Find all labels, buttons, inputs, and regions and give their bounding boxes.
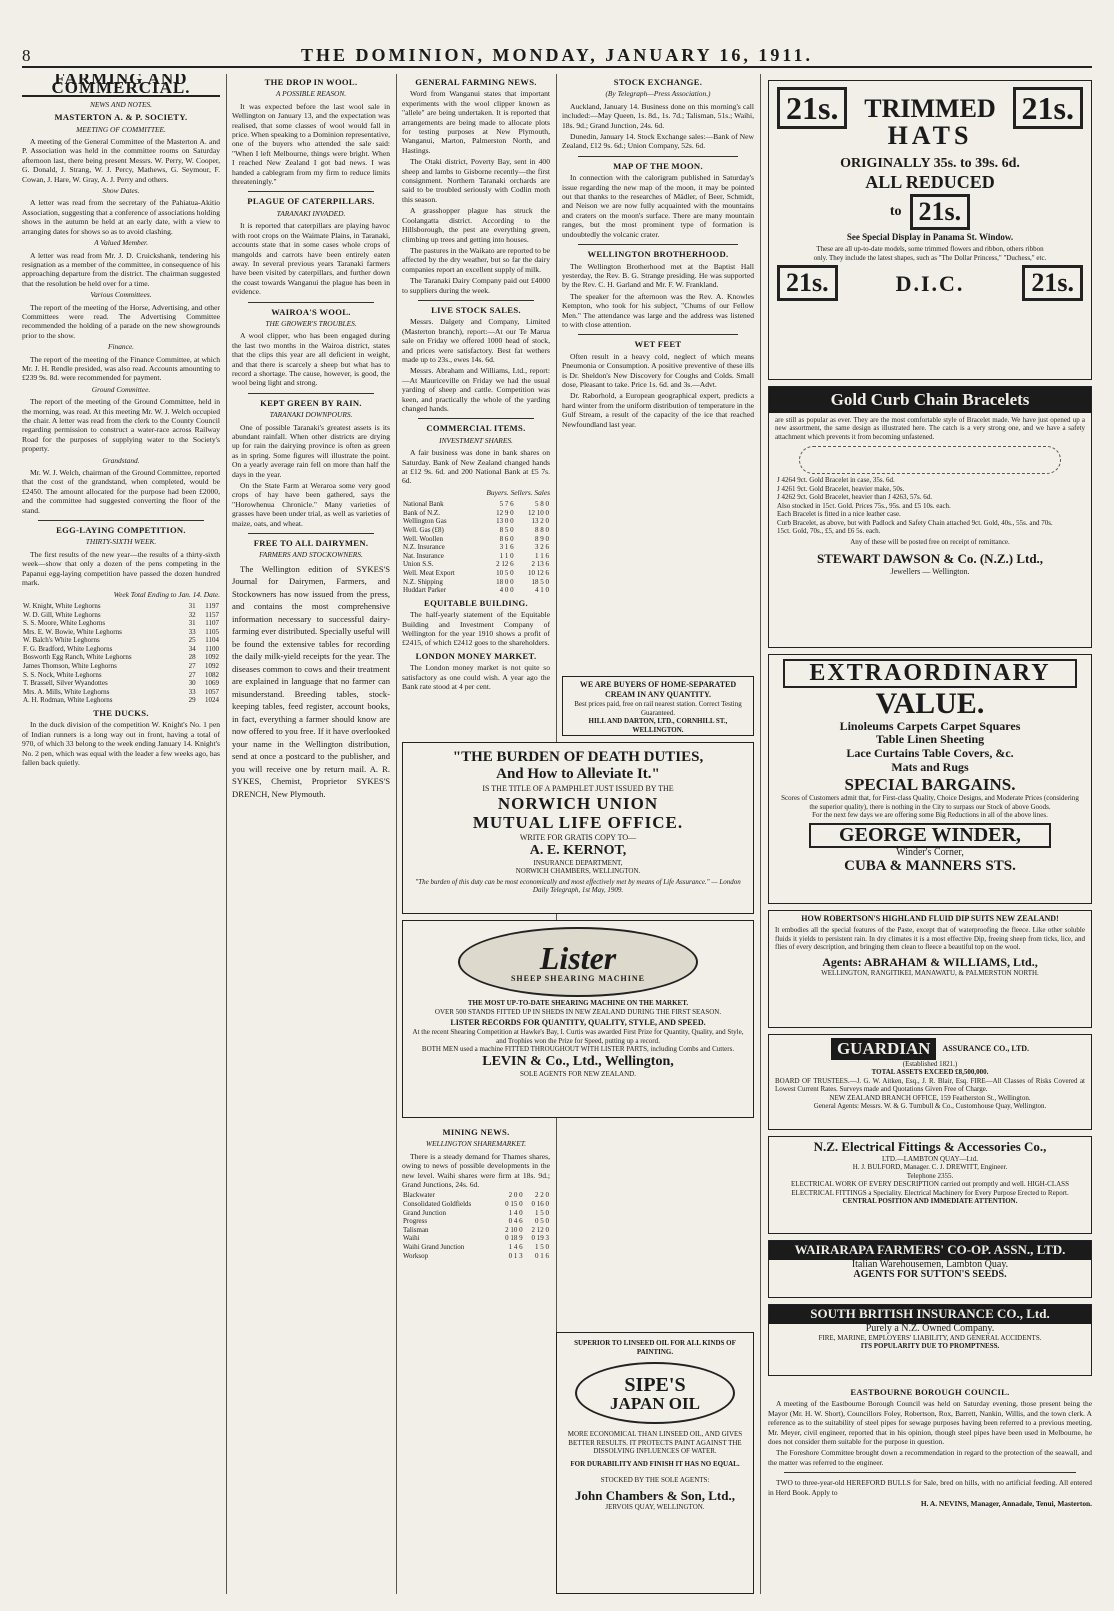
table-row: Huddart Parker 4 0 0 4 1 0 bbox=[403, 586, 549, 595]
sipes-logo-text: SIPE'S bbox=[624, 1373, 686, 1396]
guardian-ad bbox=[768, 1034, 1092, 1130]
george-winder-ad bbox=[768, 654, 1092, 904]
ad-to: to bbox=[889, 204, 902, 220]
ad-text: SUPERIOR TO LINSEED OIL FOR ALL KINDS OF PAINTING. bbox=[574, 1339, 736, 1356]
ad-text: Telephone 2355. bbox=[906, 1171, 954, 1180]
paragraph: The Taranaki Dairy Company paid out £4000 to suppliers during the week. bbox=[402, 276, 550, 295]
paragraph: It was expected before the last wool sale in Wellington on January 13, and the expectation was realised, that some classes of wool would fall in price. When speaking to a Dominion representative, one of the buyers who attended the sale said: "When I left Melbourne, things were bright. When I reached New Zealand I got bad news. I was handed a cablegram from my firm to reduce limits threateningly." bbox=[232, 101, 390, 187]
table-row: Well. Gas (£8) 8 5 0 8 8 0 bbox=[403, 526, 549, 535]
paragraph: One of possible Taranaki's greatest assets is its abundant rainfall. When other districts are drying up for rain the dairying province is often as green as in spring. Some figures will illustrate the point. On a yearly average rain fell on more than half the days in the year. bbox=[232, 422, 390, 479]
ad-goods: Linoleums Carpets Carpet Squares bbox=[839, 718, 1021, 733]
section-title: FARMING AND COMMERCIAL. bbox=[22, 74, 220, 97]
norwich-union-ad bbox=[402, 742, 754, 914]
table-row: N.Z. Shipping 18 0 0 18 5 0 bbox=[403, 577, 549, 586]
ad-text: CENTRAL POSITION AND IMMEDIATE ATTENTION. bbox=[842, 1197, 1018, 1206]
notice-heading: FREE TO ALL DAIRYMEN. bbox=[253, 538, 369, 549]
article-subheading: THE GROWER'S TROUBLES. bbox=[265, 318, 357, 328]
ad-text: ITS POPULARITY DUE TO PROMPTNESS. bbox=[860, 1342, 1000, 1351]
paragraph: The Foreshore Committee brought down a recommendation in regard to the protection of the seawall, and the matter was referred to the engineer. bbox=[768, 1448, 1092, 1467]
paragraph: It is reported that caterpillars are playing havoc with root crops on the Waimate Plains, in Taranaki, accounts state that in some cases whole crops of mangolds and carrots have been entirely eaten away. In several previous years Taranaki farmers have been visited by caterpillars, and further down the coast towards Wanganui the plague has been in evidence. bbox=[232, 221, 390, 297]
ad-company: NORWICH UNION bbox=[497, 793, 659, 813]
price-badge: 21s. bbox=[777, 87, 847, 129]
table-row: A. H. Rodman, White Leghorns 29 1024 bbox=[23, 696, 219, 705]
ad-quote: "The burden of this duty can be most economically and most effectively met by means of Life Assurance." — London Daily Telegraph, 1st May, 1909. bbox=[415, 877, 741, 895]
subheading: Grandstand. bbox=[102, 455, 140, 465]
paragraph: The Otaki district, Poverty Bay, sent in 400 sheep and lambs to Gisborne recently—the first consignment. Northern Taranaki orchards are said to be troubled seriously with Codlin moth this season. bbox=[402, 157, 550, 204]
ad-headline: Gold Curb Chain Bracelets bbox=[769, 387, 1091, 413]
ad-text: WRITE FOR GRATIS COPY TO— bbox=[519, 832, 637, 842]
paragraph: The speaker for the afternoon was the Rev. A. Knowles Kempton, who took for his subject, "Chums of our Fellow Men." The attendance was large and the address was listened to with close attention. bbox=[562, 291, 754, 329]
table-row: Bank of N.Z. 12 9 0 12 10 0 bbox=[403, 508, 549, 517]
paragraph: The London money market is not quite so satisfactory as one could wish. A year ago the Bank rate stood at 4 per cent. bbox=[402, 663, 550, 692]
ad-text: NORWICH CHAMBERS, WELLINGTON. bbox=[515, 867, 641, 876]
price-line: 15ct. Gold, 70s., £5, and £6 5s. each. bbox=[777, 527, 881, 536]
table-row: Union S.S. 2 12 6 2 13 6 bbox=[403, 560, 549, 569]
price-badge: 21s. bbox=[1022, 265, 1083, 301]
ad-text: JERVOIS QUAY, WELLINGTON. bbox=[605, 1503, 705, 1512]
stewart-dawson-ad bbox=[768, 386, 1092, 648]
ad-text: INSURANCE DEPARTMENT, bbox=[533, 858, 623, 867]
sipes-logo bbox=[575, 1362, 735, 1424]
price-badge: 21s. bbox=[1013, 87, 1083, 129]
ad-headline: GUARDIAN bbox=[831, 1038, 937, 1060]
article-heading: THE DROP IN WOOL. bbox=[264, 77, 358, 87]
table-row: National Bank 5 7 6 5 8 0 bbox=[403, 500, 549, 509]
ad-goods: Mats and Rugs bbox=[891, 760, 969, 775]
paragraph: A meeting of the Eastbourne Borough Council was held on Saturday evening, those present being the Mayor (Mr. H. W. Short), Councillors Foley, Robertson, Rox, Barrett, Nankin, Willis, and the town clerk. A reference as to the suitability of steel pipes for sewage purposes having been referred to a previous meeting, Mr. Meyer, civil engineer, reported that in his opinion, though steel pipes have been used in Melbourne, he does not consider them suitable for the purpose in question. bbox=[768, 1399, 1092, 1447]
article-heading: LONDON MONEY MARKET. bbox=[415, 650, 537, 661]
ad-text: H. J. BULFORD, Manager. C. J. DREWITT, Engineer. bbox=[852, 1163, 1008, 1172]
lister-ad bbox=[402, 920, 754, 1118]
table-row: S. S. Nock, White Leghorns 27 1082 bbox=[23, 670, 219, 679]
ad-text: Scores of Customers admit that, for First-class Quality, Choice Designs, and Moderate Prices (considering the superior quality), there is nothing in the City to surpass our Stock of above Goods. bbox=[781, 794, 1079, 811]
table-row: Bosworth Egg Ranch, White Leghorns 28 1092 bbox=[23, 653, 219, 662]
ad-text: THE MOST UP-TO-DATE SHEARING MACHINE ON THE MARKET. bbox=[467, 999, 689, 1007]
ad-headline-2: VALUE. bbox=[875, 687, 985, 721]
ad-headline: EXTRAORDINARY bbox=[783, 659, 1077, 688]
ad-firm: John Chambers & Son, Ltd., bbox=[574, 1487, 735, 1503]
table-row: F. G. Bradford, White Leghorns 34 1100 bbox=[23, 644, 219, 653]
masthead bbox=[22, 38, 1092, 68]
ad-text: MORE ECONOMICAL THAN LINSEED OIL, AND GIVES BETTER RESULTS. IT PROTECTS PAINT AGAINST THE DISSOLVING INFLUENCES OF WATER. bbox=[567, 1430, 743, 1455]
lister-logo-text: Lister bbox=[539, 939, 617, 976]
article-subheading: WELLINGTON SHAREMARKET. bbox=[425, 1139, 527, 1149]
ad-goods: Table Linen Sheeting bbox=[875, 732, 985, 747]
table-row: W. Balch's White Leghorns 25 1104 bbox=[23, 636, 219, 645]
notice-name: H. A. NEVINS, Manager, Annadale, Tenui, Masterton. bbox=[920, 1499, 1092, 1509]
table-row: W. D. Gill, White Leghorns 32 1157 bbox=[23, 610, 219, 619]
ad-original-price: ORIGINALLY 35s. to 39s. 6d. bbox=[840, 155, 1020, 171]
section-subtitle: NEWS AND NOTES. bbox=[89, 99, 153, 109]
ad-text: Italian Warehousemen, Lambton Quay. bbox=[851, 1258, 1009, 1270]
article-subheading: TARANAKI INVADED. bbox=[276, 208, 346, 218]
paragraph: A meeting of the General Committee of the Masterton A. and P. Association was held in the committee rooms on Saturday afternoon last, there being present Messrs. W. Perry, W. Cooper, G. Donald, J. Strang, W. J. Percy, Mathews, G. Seymour, F. Cowan, J. Hare, W. Gray, A. J. Perry and others. bbox=[22, 137, 220, 184]
mining-table bbox=[402, 1191, 550, 1260]
ad-headline: SOUTH BRITISH INSURANCE CO., Ltd. bbox=[769, 1305, 1091, 1324]
ad-firm: HILL AND DARTON, LTD., CORNHILL ST., WELLINGTON. bbox=[588, 717, 728, 734]
newspaper-title: THE DOMINION, MONDAY, JANUARY 16, 1911. bbox=[301, 45, 813, 65]
ad-text: ELECTRICAL WORK OF EVERY DESCRIPTION carried out promptly and well. HIGH-CLASS ELECTRICAL FITTINGS a Speciality. Electrical Machinery for Every Purpose Erected to Report. bbox=[791, 1180, 1069, 1197]
paragraph: Often result in a heavy cold, neglect of which means Pneumonia or Consumption. A positive preventive of these ills is Dr. Sheldon's New Discovery for Coughs and Colds. Small dose, Pleasant to take. Price 1s. 6d. and 3s.—Advt. bbox=[562, 351, 754, 389]
wairarapa-farmers-ad bbox=[768, 1240, 1092, 1298]
paragraph: Messrs. Dalgety and Company, Limited (Masterton branch), report:—At our Te Marua sale on Friday we offered 1000 head of stock, and prices were satisfactory. Best fat wethers made up to 23s., ewes 14s. 6d. bbox=[402, 317, 550, 364]
table-row: Wellington Gas 13 0 0 13 2 0 bbox=[403, 517, 549, 526]
table-row: N.Z. Insurance 3 1 6 3 2 6 bbox=[403, 543, 549, 552]
ad-text: At the recent Shearing Competition at Hawke's Bay, I. Curtis was awarded First Prize for Quantity, Quality, and Style, and Trophies won the Prize for Speed, putting up a record. bbox=[412, 1028, 744, 1045]
article-heading: EQUITABLE BUILDING. bbox=[424, 597, 528, 608]
paragraph: The first results of the new year—the results of a thirty-sixth week—show that only a dozen of the pens competing in the Papanui egg-laying competition have passed the dozen hundred mark. bbox=[22, 549, 220, 588]
paragraph: A letter was read from Mr. J. D. Cruickshank, tendering his resignation as a member of the committee, in consequence of his approaching departure from the district. The chairman suggested that the resolution be held over for a time. bbox=[22, 250, 220, 288]
article-subheading: A POSSIBLE REASON. bbox=[275, 89, 347, 99]
article-heading: WAIROA'S WOOL. bbox=[271, 306, 351, 317]
paragraph: The pastures in the Waikato are reported to be affected by the dry weather, but so far the dairy companies report an excellent supply of milk. bbox=[402, 245, 550, 274]
article-heading: GENERAL FARMING NEWS. bbox=[415, 77, 537, 87]
table-row: Well. Meat Export 10 5 0 10 12 6 bbox=[403, 569, 549, 577]
page-number: 8 bbox=[22, 46, 31, 65]
article-heading: WELLINGTON BROTHERHOOD. bbox=[587, 249, 729, 260]
table-row: Waihi 0 18 9 0 19 3 bbox=[403, 1234, 549, 1243]
ad-text: are still as popular as ever. They are the most comfortable style of Bracelet made. We have just opened up a new assortment, the same design as illustrated here. The catch is a very strong one, and we have a safety attachment which prevents it from becoming unfastened. bbox=[775, 415, 1085, 441]
sipes-japan-oil-ad bbox=[556, 1332, 754, 1594]
shares-table bbox=[402, 500, 550, 595]
article-heading: COMMERCIAL ITEMS. bbox=[426, 423, 526, 434]
ad-goods: Lace Curtains Table Covers, &c. bbox=[846, 746, 1014, 761]
table-title: Buyers. Sellers. Sales bbox=[486, 487, 550, 497]
notice-subheading: FARMERS AND STOCKOWNERS. bbox=[259, 550, 363, 560]
ad-text: See Special Display in Panama St. Window. bbox=[846, 232, 1014, 243]
subheading: Various Committees. bbox=[90, 290, 152, 300]
column-rule bbox=[226, 74, 227, 1594]
ad-firm: LEVIN & Co., Ltd., Wellington, bbox=[482, 1053, 674, 1069]
article-heading: STOCK EXCHANGE. bbox=[613, 77, 703, 87]
ad-text: OVER 500 STANDS FITTED UP IN SHEDS IN NEW ZEALAND DURING THE FIRST SEASON. bbox=[434, 1007, 722, 1016]
ad-contact: A. E. KERNOT, bbox=[529, 842, 627, 858]
article-heading: EGG-LAYING COMPETITION. bbox=[56, 525, 186, 536]
paragraph: Dunedin, January 14. Stock Exchange sales:—Bank of New Zealand, £12 9s. 6d.; Union Company, 52s. 6d. bbox=[562, 132, 754, 151]
paragraph: The report of the meeting of the Finance Committee, at which Mr. J. H. Rendle presided, was also read. Accounts amounting to £239 9s. 8d. were recommended for payment. bbox=[22, 354, 220, 383]
ad-headline: WAIRARAPA FARMERS' CO-OP. ASSN., LTD. bbox=[769, 1241, 1091, 1260]
table-row: Mrs. E. W. Bowie, White Leghorns 33 1105 bbox=[23, 627, 219, 636]
column-mining bbox=[402, 1124, 550, 1590]
paragraph: On the State Farm at Weraroa some very good crops of hay have been gathered, says the "Horowhenua Chronicle." Many varieties of grasses have been under trial, as well as varieties of maize, oats, and wheat. bbox=[232, 481, 390, 528]
price-line: J 4264 9ct. Gold Bracelet in case, 35s. 6d. bbox=[777, 476, 895, 485]
article-heading: MINING NEWS. bbox=[442, 1127, 510, 1137]
ad-text: General Agents: Messrs. W. & G. Turnbull & Co., Customhouse Quay, Wellington. bbox=[813, 1102, 1047, 1111]
price-line: Each Bracelet is fitted in a nice leather case. bbox=[777, 510, 901, 519]
electrical-fittings-ad bbox=[768, 1136, 1092, 1234]
price-line: Also stocked in 15ct. Gold. Prices 75s., 95s. and £5 10s. each. bbox=[777, 501, 951, 510]
table-row: W. Knight, White Leghorns 31 1197 bbox=[23, 601, 219, 610]
ad-text: TOTAL ASSETS EXCEED £8,500,000. bbox=[871, 1068, 989, 1077]
article-heading: PLAGUE OF CATERPILLARS. bbox=[247, 196, 375, 207]
sipes-logo-text-2: JAPAN OIL bbox=[610, 1393, 700, 1413]
paragraph: A grasshopper plague has struck the Coolangatta district. According to the Hillsborough, the pest ate everything green, climbing up trees and getting into houses. bbox=[402, 206, 550, 244]
ad-text: Any of these will be posted free on receipt of remittance. bbox=[850, 537, 1010, 546]
table-row: Blackwater 2 0 0 2 2 0 bbox=[403, 1191, 549, 1200]
ad-headline: TRIMMED bbox=[864, 94, 996, 123]
ad-text: LISTER RECORDS FOR QUANTITY, QUALITY, STYLE, AND SPEED. bbox=[450, 1018, 706, 1027]
ad-subheadline: ASSURANCE CO., LTD. bbox=[942, 1043, 1030, 1053]
ad-text: Jewellers — Wellington. bbox=[890, 566, 970, 576]
ad-text: BOTH MEN used a machine FITTED THROUGHOUT WITH LISTER PARTS, including Combs and Cutters. bbox=[421, 1045, 735, 1053]
south-british-ad bbox=[768, 1304, 1092, 1376]
paragraph: A letter was read from the secretary of the Pahiatua-Akitio Association, suggesting that a conference of associations holding shows in the autumn be held at an early date, with a view to arranging dates for shows so as to avoid clashing. bbox=[22, 198, 220, 236]
ad-reduced: ALL REDUCED bbox=[865, 171, 995, 192]
dic-logo: D.I.C. bbox=[895, 270, 965, 296]
table-row: T. Brassell, Silver Wyandottes 30 1069 bbox=[23, 679, 219, 688]
price-badge: 21s. bbox=[910, 194, 971, 230]
paragraph: The half-yearly statement of the Equitable Building and Investment Company of Wellington for the year 1910 shows a profit of £2415, of which £2412 goes to the shareholders. bbox=[402, 610, 550, 648]
subheading: Ground Committee. bbox=[91, 384, 151, 394]
ad-text: AGENTS FOR SUTTON'S SEEDS. bbox=[853, 1268, 1007, 1280]
subheading: A Valued Member. bbox=[94, 238, 148, 248]
article-heading: THE DUCKS. bbox=[93, 708, 149, 719]
price-badge: 21s. bbox=[777, 265, 838, 301]
table-row: Progress 0 4 6 0 5 0 bbox=[403, 1217, 549, 1226]
paragraph: In connection with the calorigram published in Saturday's issue regarding the new map of the moon, it may be pointed out that thanks to the researches of Mädler, of Beer, Schmidt, and Neison we are now fully acquainted with the mountains and craters on the moon's surface. There are many mountain ranges, but the most prominent type of formation is undoubtedly the volcanic crater. bbox=[562, 173, 754, 239]
article-subheading: (By Telegraph—Press Association.) bbox=[605, 89, 711, 99]
paragraph: Auckland, January 14. Business done on this morning's call included:—May Queen, 1s. 8d., 1s. 7d.; Talisman, 51s.; Waihi, 18s. 9d.; Grand Junction, 24s. 6d. bbox=[562, 101, 754, 130]
ad-headline: HOW ROBERTSON'S HIGHLAND FLUID DIP SUITS NEW ZEALAND! bbox=[801, 914, 1059, 923]
ad-text: WELLINGTON, RANGITIKEI, MANAWATU, & PALMERSTON NORTH. bbox=[821, 969, 1039, 978]
table-row: James Thomson, White Leghorns 27 1092 bbox=[23, 662, 219, 671]
paragraph: The report of the meeting of the Horse, Advertising, and other Committees were read. The Advertising Committee recommended the holding of a parade on the new showgrounds prior to the show. bbox=[22, 302, 220, 340]
ad-text: Purely a N.Z. Owned Company. bbox=[865, 1322, 995, 1334]
egg-table bbox=[22, 602, 220, 705]
lister-logo bbox=[458, 927, 698, 997]
table-row: Mrs. A. Mills, White Leghorns 33 1057 bbox=[23, 687, 219, 696]
ad-heading: WE ARE BUYERS OF HOME-SEPARATED CREAM IN ANY QUANTITY. bbox=[579, 680, 737, 699]
table-row: Well. Woollen 8 6 0 8 9 0 bbox=[403, 534, 549, 543]
paragraph: A fair business was done in bank shares on Saturday. Bank of New Zealand changed hands at £12 9s. 6d. and 200 National Bank at £5 7s. 6d. bbox=[402, 448, 550, 486]
article-subheading: TARANAKI DOWNPOURS. bbox=[269, 410, 353, 420]
ad-special: SPECIAL BARGAINS. bbox=[844, 774, 1016, 794]
column-wool bbox=[232, 74, 390, 1599]
ad-text: LTD.—LAMBTON QUAY—Ltd. bbox=[882, 1154, 978, 1163]
article-subheading: MEETING OF COMMITTEE. bbox=[76, 124, 166, 134]
ad-text: Best prices paid, free on rail nearest station. Correct Testing Guaranteed. bbox=[574, 700, 742, 717]
ad-text: STOCKED BY THE SOLE AGENTS: bbox=[600, 1476, 710, 1484]
table-row: Waihi Grand Junction 1 4 6 1 5 0 bbox=[403, 1243, 549, 1251]
column-farming bbox=[22, 74, 220, 1599]
notice-body: The Wellington edition of SYKES'S Journal for Dairymen, Farmers, and Stockowners has now issued from the press, and contains the most comprehensive information necessary to successful dairy-farming ever distributed. Specially useful will be found the extensive tables for recording the daily milk-yield receipts for the year. The diseases common to cows and their treatment are explained in language that no farmer can misunderstand. Breeding tables, stock-keeping tables, feed register, account books, in fact, everything a farmer should know are now offered to you free. If it have overlooked your name in the Wellington distribution, send at once a postcard to the publisher, and you will receive one by return mail. A. R. SYKES, Chemist, Proprietor SYKES'S DRENCH, New Plymouth. bbox=[232, 563, 390, 799]
subheading: Finance. bbox=[107, 342, 135, 352]
article-heading: EASTBOURNE BOROUGH COUNCIL. bbox=[850, 1387, 1010, 1397]
price-line: J 4262 9ct. Gold Bracelet, heavier than J 4263, 57s. 6d. bbox=[777, 493, 932, 502]
paragraph: In the duck division of the competition W. Knight's No. 1 pen of Indian runners is a long way out in front, having a total of 970, of which 33 belong to the week ending January 14. Knight's No. 2 pen, which was equal with the leader a few weeks ago, has fallen back quietly. bbox=[22, 720, 220, 768]
article-heading: MAP OF THE MOON. bbox=[613, 160, 703, 171]
paragraph: Messrs. Abraham and Williams, Ltd., report:—At Mauriceville on Friday we had the usual yarding of sheep and cattle. Competition was keen, and practically the whole of the yarding changed hands. bbox=[402, 366, 550, 413]
paragraph: The report of the meeting of the Ground Committee, held in the morning, was read. At this meeting Mr. W. J. Welch occupied the chair. A letter was read from the clerk to the County Council regarding permission to construct a water-race across Railway Road for the purposes of supplying water to the Society's property. bbox=[22, 397, 220, 454]
ad-text: SOLE AGENTS FOR NEW ZEALAND. bbox=[520, 1069, 636, 1078]
article-subheading: INVESTMENT SHARES. bbox=[439, 435, 513, 445]
price-line: Curb Bracelet, as above, but with Padlock and Safety Chain attached 9ct. Gold, 40s., 55s. and 70s. bbox=[777, 518, 1053, 527]
ad-headline: N.Z. Electrical Fittings & Accessories Co., bbox=[813, 1139, 1047, 1154]
article-heading: LIVE STOCK SALES. bbox=[431, 304, 521, 315]
ad-firm: GEORGE WINDER, bbox=[809, 823, 1051, 848]
ad-text: Winder's Corner, bbox=[896, 846, 964, 858]
table-row: Nat. Insurance 1 1 0 1 1 6 bbox=[403, 551, 549, 560]
notice-text: TWO to three-year-old HEREFORD BULLS for Sale, bred on hills, with no artificial feeding. All entered in Herd Book. Apply to bbox=[768, 1478, 1092, 1497]
ad-text: For the next few days we are offering some Big Reductions in all of the above lines. bbox=[812, 811, 1048, 820]
dic-hats-ad bbox=[768, 80, 1092, 380]
bracelet-illustration bbox=[799, 446, 1061, 474]
article-subheading: THIRTY-SIXTH WEEK. bbox=[85, 537, 157, 547]
ad-text: IS THE TITLE OF A PAMPHLET JUST ISSUED BY THE bbox=[482, 783, 674, 793]
ad-firm: STEWART DAWSON & Co. (N.Z.) Ltd., bbox=[816, 551, 1044, 567]
paragraph: Word from Wanganui states that important experiments with the wool clipper known as "allele" are being undertaken. It is reported that arrangements are being made to allocate plots for testing purposes at New Plymouth, Wanganui, Marton, Palmerston North, and Hastings. bbox=[402, 89, 550, 155]
subheading: Show Dates. bbox=[102, 186, 140, 196]
table-row: Consolidated Goldfields 0 15 0 0 16 0 bbox=[403, 1200, 549, 1209]
highland-dip-ad bbox=[768, 910, 1092, 1028]
table-row: S. S. Moore, White Leghorns 31 1107 bbox=[23, 619, 219, 628]
ad-headline-2: And How to Alleviate It." bbox=[496, 766, 660, 783]
ad-text: BOARD OF TRUSTEES.—J. G. W. Aitken, Esq., J. R. Blair, Esq. FIRE—All Classes of Risks Covered at Lowest Current Rates. Surveys made and Quotations Given Free of Charge. bbox=[775, 1076, 1085, 1094]
article-heading: WET FEET bbox=[634, 339, 682, 350]
price-line: J 4261 9ct. Gold Bracelet, heavier make, 50s. bbox=[777, 484, 905, 493]
ad-text: (Established 1821.) bbox=[902, 1059, 958, 1068]
ad-text: FOR DURABILITY AND FINISH IT HAS NO EQUAL. bbox=[570, 1459, 740, 1468]
article-heading: MASTERTON A. & P. SOCIETY. bbox=[54, 112, 188, 123]
table-title: Week Total Ending to Jan. 14. Date. bbox=[113, 589, 220, 599]
ad-text: These are all up-to-date models, some trimmed flowers and ribbon, others ribbon only. They include the latest shapes, such as "The Dollar Princess," "Duchess," etc. bbox=[813, 245, 1047, 262]
paragraph: There is a steady demand for Thames shares, owing to news of possible developments in the new level. Waihi shares were firm at 18s. 9d.; Grand Junctions, 24s. 6d. bbox=[402, 1151, 550, 1190]
ad-address: CUBA & MANNERS STS. bbox=[844, 857, 1016, 874]
paragraph: Mr. W. J. Welch, chairman of the Ground Committee, reported that the cost of the grandstand, when completed, would be £2450. The amount allocated for the purpose had been £2000, and the committee had suggested converting the floor of the stand. bbox=[22, 468, 220, 515]
column-eastbourne bbox=[768, 1384, 1092, 1594]
paragraph: A wool clipper, who has been engaged during the last two months in the Wairoa district, states that the clips this year are all deficient in weight, and that there is scarcely a sheep but what has to record a shortage. The cause, however, is good, the wool being light and strong. bbox=[232, 331, 390, 388]
column-rule bbox=[396, 74, 397, 1594]
ad-headline-2: HATS bbox=[887, 121, 973, 151]
ad-text: It embodies all the special features of the Paste, except that of waterproofing the fleece. Like other soluble fluids it yields to persistent rain. In dry climates it is a most effective Dip, freeing sheep from ticks, lice, and flies of every description, and bringing them clean to fleece a beautiful top on the wool. bbox=[775, 926, 1085, 951]
paragraph: Dr. Raborhold, a European geographical expert, predicts a hard winter from the uniform distribution of temperature in the Gulf Stream, a result of the capacity of the ice that reached Newfoundland last year. bbox=[562, 391, 754, 429]
ad-headline: "THE BURDEN OF DEATH DUTIES, bbox=[452, 749, 704, 765]
cream-buyers-ad bbox=[562, 676, 754, 736]
ad-agents: Agents: ABRAHAM & WILLIAMS, Ltd., bbox=[822, 954, 1038, 969]
column-rule bbox=[760, 74, 761, 1594]
article-heading: KEPT GREEN BY RAIN. bbox=[260, 397, 362, 408]
table-row: Talisman 2 10 0 2 12 0 bbox=[403, 1225, 549, 1234]
ad-text: FIRE, MARINE, EMPLOYERS' LIABILITY, AND GENERAL ACCIDENTS. bbox=[818, 1333, 1042, 1342]
lister-tagline: SHEEP SHEARING MACHINE bbox=[510, 973, 646, 983]
paragraph: The Wellington Brotherhood met at the Baptist Hall yesterday, the Rev. B. G. Strange presiding. He was supported by the Rev. C. H. Garland and Mr. F. W. Frankland. bbox=[562, 261, 754, 290]
table-row: Worksop 0 1 3 0 1 6 bbox=[403, 1251, 549, 1260]
table-row: Grand Junction 1 4 0 1 5 0 bbox=[403, 1208, 549, 1217]
ad-company-2: MUTUAL LIFE OFFICE. bbox=[472, 813, 684, 833]
ad-text: NEW ZEALAND BRANCH OFFICE, 159 Featherston St., Wellington. bbox=[829, 1093, 1031, 1102]
